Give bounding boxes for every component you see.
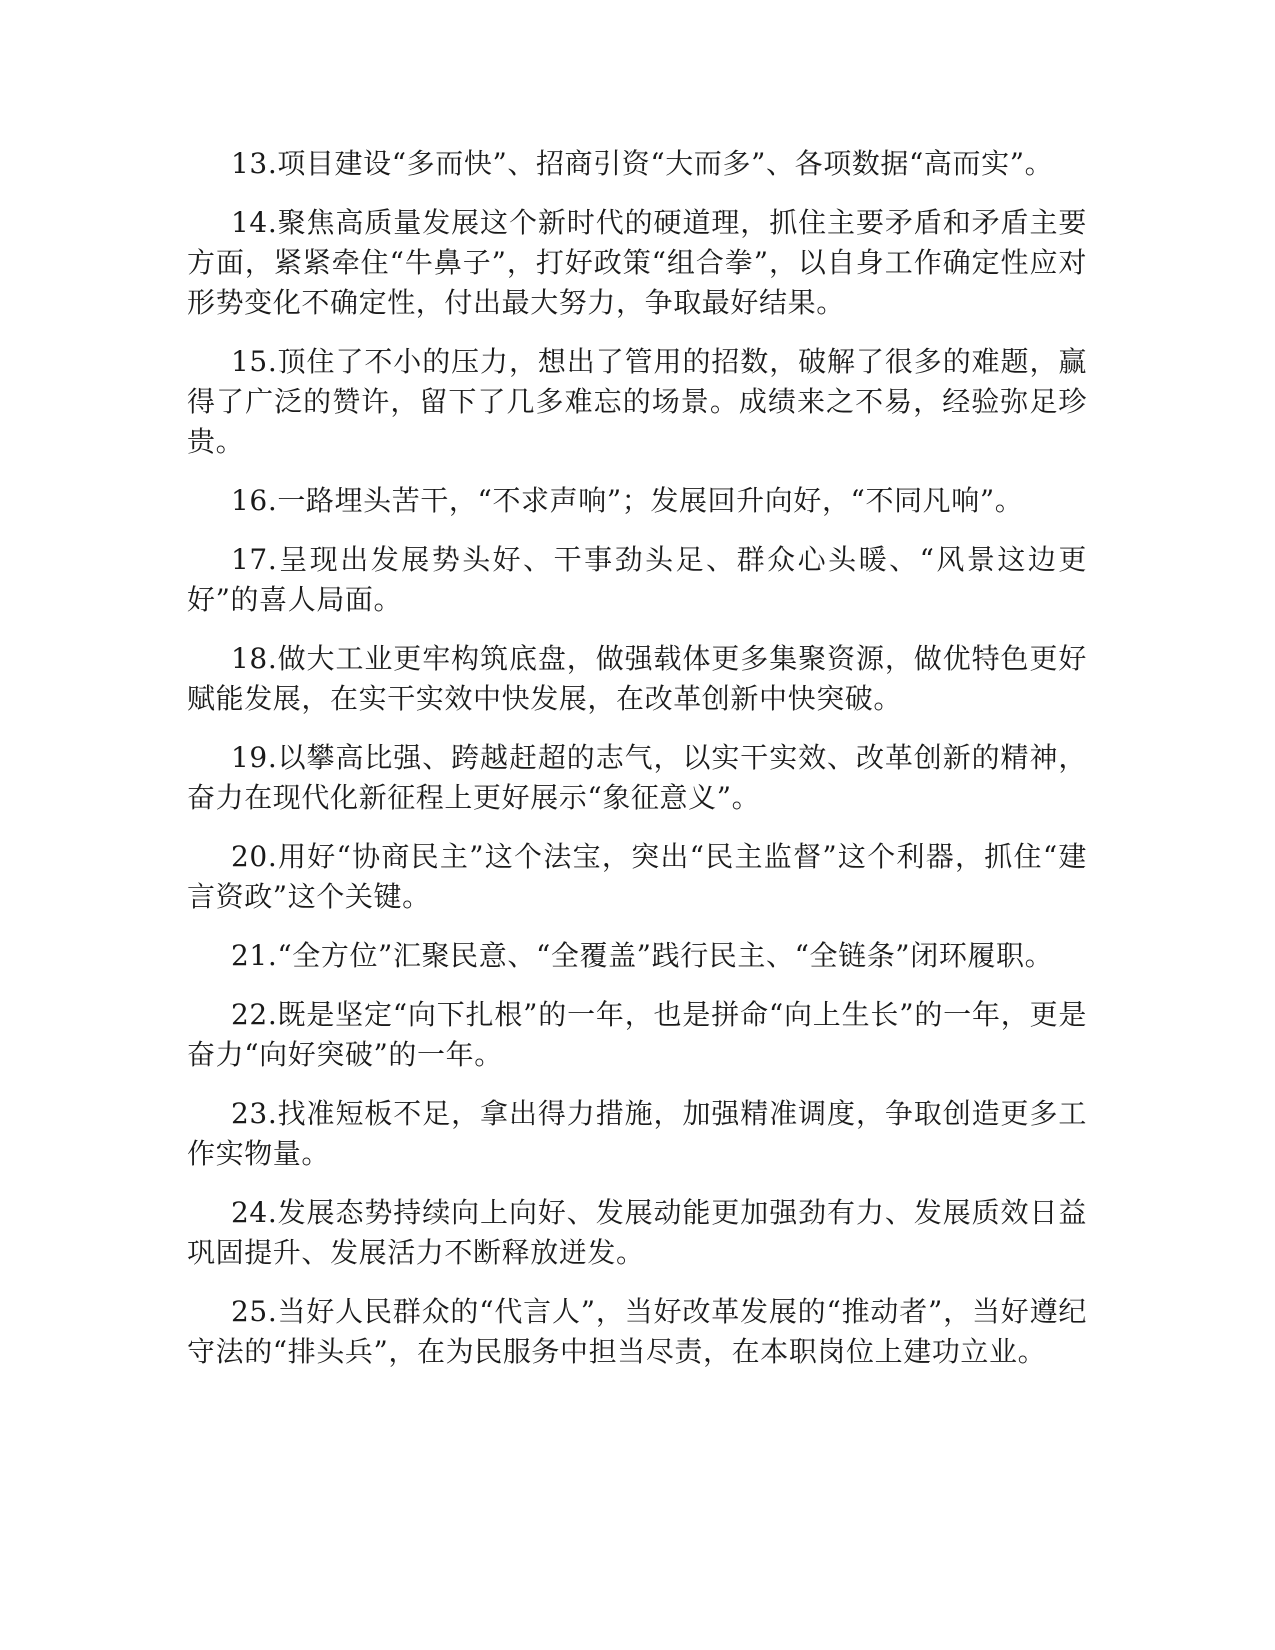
paragraph-16: 16.一路埋头苦干，“不求声响”；发展回升向好，“不同凡响”。 [231,484,1024,517]
document-body [187,144,1087,1391]
paragraph-21: 21.“全方位”汇聚民意、“全覆盖”践行民主、“全链条”闭环履职。 [231,939,1054,972]
paragraph-20: 20.用好“协商民主”这个法宝，突出“民主监督”这个利器，抓住“建言资政”这个关键。 [187,840,1087,913]
paragraph-23: 23.找准短板不足，拿出得力措施，加强精准调度，争取创造更多工作实物量。 [187,1097,1087,1170]
paragraph-14: 14.聚焦高质量发展这个新时代的硬道理，抓住主要矛盾和矛盾主要方面，紧紧牵住“牛鼻子”，打好政策“组合拳”，以自身工作确定性应对形势变化不确定性，付出最大努力，争取最好结果。 [187,206,1087,319]
paragraph-15: 15.顶住了不小的压力，想出了管用的招数，破解了很多的难题，赢得了广泛的赞许，留下了几多难忘的场景。成绩来之不易，经验弥足珍贵。 [187,345,1087,458]
paragraph-18: 18.做大工业更牢构筑底盘，做强载体更多集聚资源，做优特色更好赋能发展，在实干实效中快发展，在改革创新中快突破。 [187,642,1087,715]
paragraph-22: 22.既是坚定“向下扎根”的一年，也是拼命“向上生长”的一年，更是奋力“向好突破”的一年。 [187,998,1087,1071]
paragraph-24: 24.发展态势持续向上向好、发展动能更加强劲有力、发展质效日益巩固提升、发展活力不断释放迸发。 [187,1196,1087,1269]
paragraph-25: 25.当好人民群众的“代言人”，当好改革发展的“推动者”，当好遵纪守法的“排头兵”，在为民服务中担当尽责，在本职岗位上建功立业。 [187,1295,1087,1368]
paragraph-17: 17.呈现出发展势头好、干事劲头足、群众心头暖、“风景这边更好”的喜人局面。 [187,543,1087,616]
paragraph-19: 19.以攀高比强、跨越赶超的志气，以实干实效、改革创新的精神，奋力在现代化新征程上更好展示“象征意义”。 [187,741,1087,814]
paragraph-13: 13.项目建设“多而快”、招商引资“大而多”、各项数据“高而实”。 [231,147,1054,180]
